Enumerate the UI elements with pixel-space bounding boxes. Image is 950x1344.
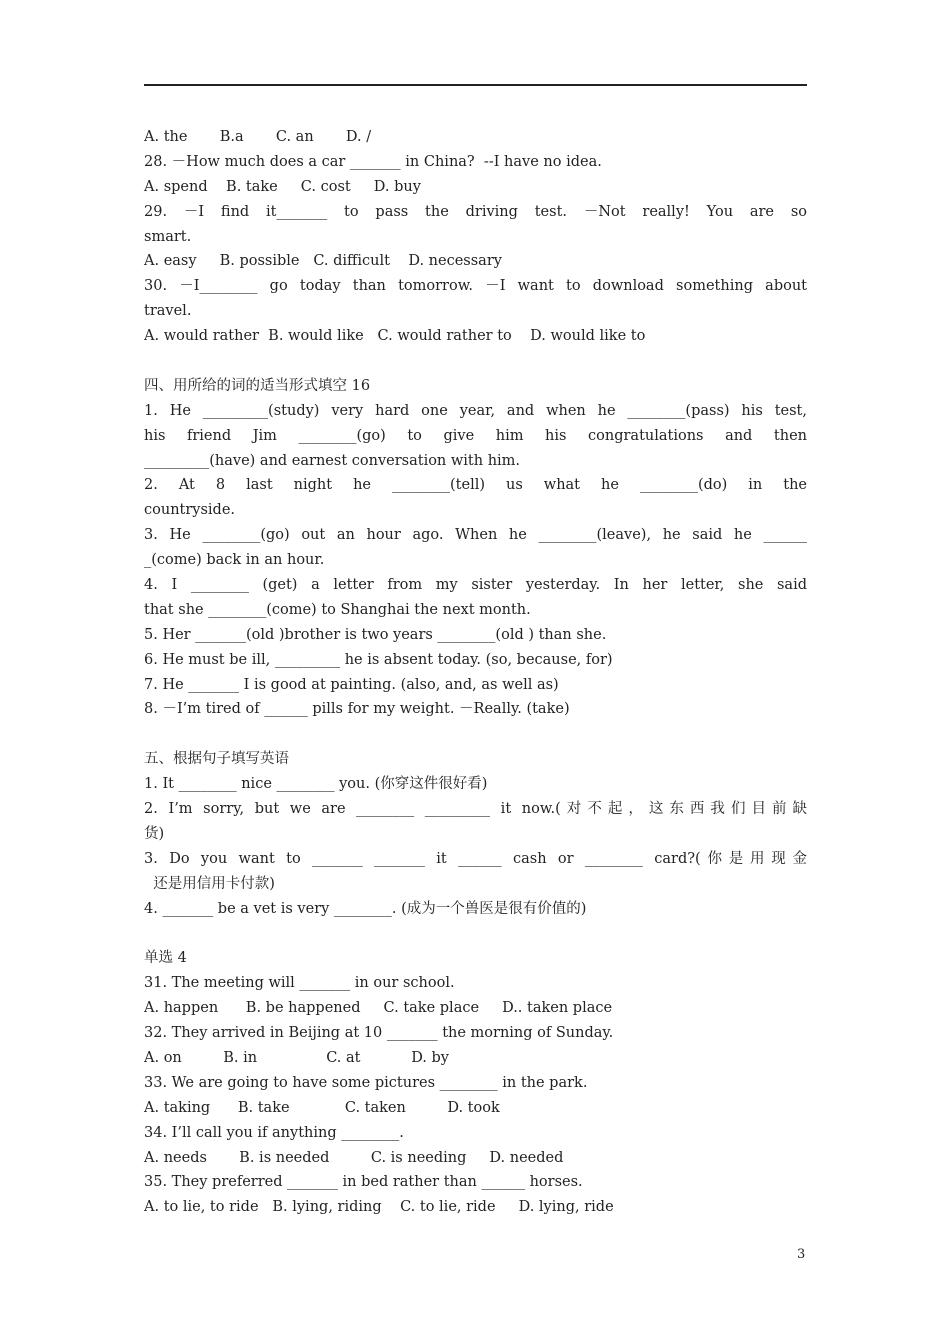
text-line: A. the B.a C. an D. / bbox=[144, 129, 372, 145]
text-line: travel. bbox=[144, 303, 192, 320]
text-line: 8. －I’m tired of ______ pills for my weight. －Really. (take) bbox=[144, 701, 570, 718]
text-line: 34. I’ll call you if anything ________. bbox=[144, 1124, 404, 1141]
page-body bbox=[144, 125, 807, 1220]
text-line: 6. He must be ill, _________ he is absent today. (so, because, for) bbox=[144, 651, 613, 668]
text-line: 五、根据句子填写英语 bbox=[144, 751, 289, 768]
blank-line bbox=[144, 722, 807, 747]
text-line: his friend Jim ________(go) to give him his congratulations and then bbox=[144, 427, 807, 444]
text-line: 30. －I________ go today than tomorrow. －I want to download something about bbox=[144, 278, 807, 295]
text-line: 33. We are going to have some pictures ________ in the park. bbox=[144, 1074, 588, 1091]
text-line: 4. I ________ (get) a letter from my sister yesterday. In her letter, she said bbox=[144, 577, 807, 594]
text-line: 7. He _______ I is good at painting. (also, and, as well as) bbox=[144, 676, 559, 693]
text-line: A. spend B. take C. cost D. buy bbox=[144, 178, 421, 195]
page-number: 3 bbox=[797, 1247, 806, 1262]
text-line: 四、用所给的词的适当形式填空 16 bbox=[144, 377, 371, 394]
text-line: 28. －How much does a car _______ in China? --I have no idea. bbox=[144, 153, 602, 170]
text-line: 2. At 8 last night he ________(tell) us what he ________(do) in the bbox=[144, 477, 807, 494]
blank-line bbox=[144, 922, 807, 947]
text-line: A. easy B. possible C. difficult D. necessary bbox=[144, 253, 502, 270]
text-line: 29. －I find it_______ to pass the driving test. －Not really! You are so bbox=[144, 203, 807, 220]
text-line: smart. bbox=[144, 228, 192, 245]
text-line: 1. He _________(study) very hard one year, and when he ________(pass) his test, bbox=[144, 402, 807, 419]
text-line: A. taking B. take C. taken D. took bbox=[144, 1099, 500, 1116]
text-line: _(come) back in an hour. bbox=[144, 552, 325, 569]
text-line: A. on B. in C. at D. by bbox=[144, 1049, 449, 1066]
text-line: 32. They arrived in Beijing at 10 _______ the morning of Sunday. bbox=[144, 1025, 614, 1042]
text-line: 3. Do you want to _______ _______ it ______ cash or ________ card?(你是用现金 bbox=[144, 850, 807, 867]
text-line: A. would rather B. would like C. would rather to D. would like to bbox=[144, 328, 646, 345]
text-line: A. needs B. is needed C. is needing D. needed bbox=[144, 1149, 564, 1166]
text-line: 4. _______ be a vet is very ________. (成为一个兽医是很有价值的) bbox=[144, 900, 587, 917]
text-line: A. to lie, to ride B. lying, riding C. to lie, ride D. lying, ride bbox=[144, 1199, 614, 1216]
text-line: 1. It ________ nice ________ you. (你穿这件很好看) bbox=[144, 776, 488, 793]
text-line: 2. I’m sorry, but we are ________ _________ it now.(对不起，这东西我们目前缺 bbox=[144, 801, 807, 818]
text-line: countryside. bbox=[144, 502, 236, 519]
text-line: _________(have) and earnest conversation with him. bbox=[144, 452, 521, 469]
text-line: 还是用信用卡付款) bbox=[144, 875, 275, 892]
text-line: that she ________(come) to Shanghai the next month. bbox=[144, 601, 531, 618]
text-line: 货) bbox=[144, 825, 165, 842]
text-line: 3. He ________(go) out an hour ago. When he ________(leave), he said he ______ bbox=[144, 527, 807, 544]
blank-line bbox=[144, 349, 807, 374]
text-line: 35. They preferred _______ in bed rather than ______ horses. bbox=[144, 1174, 583, 1191]
text-line: 5. Her _______(old )brother is two years ________(old ) than she. bbox=[144, 626, 607, 643]
text-line: 31. The meeting will _______ in our school. bbox=[144, 975, 455, 992]
text-line: A. happen B. be happened C. take place D.. taken place bbox=[144, 1000, 613, 1017]
header-rule bbox=[144, 84, 807, 86]
text-line: 单选 4 bbox=[144, 950, 187, 967]
